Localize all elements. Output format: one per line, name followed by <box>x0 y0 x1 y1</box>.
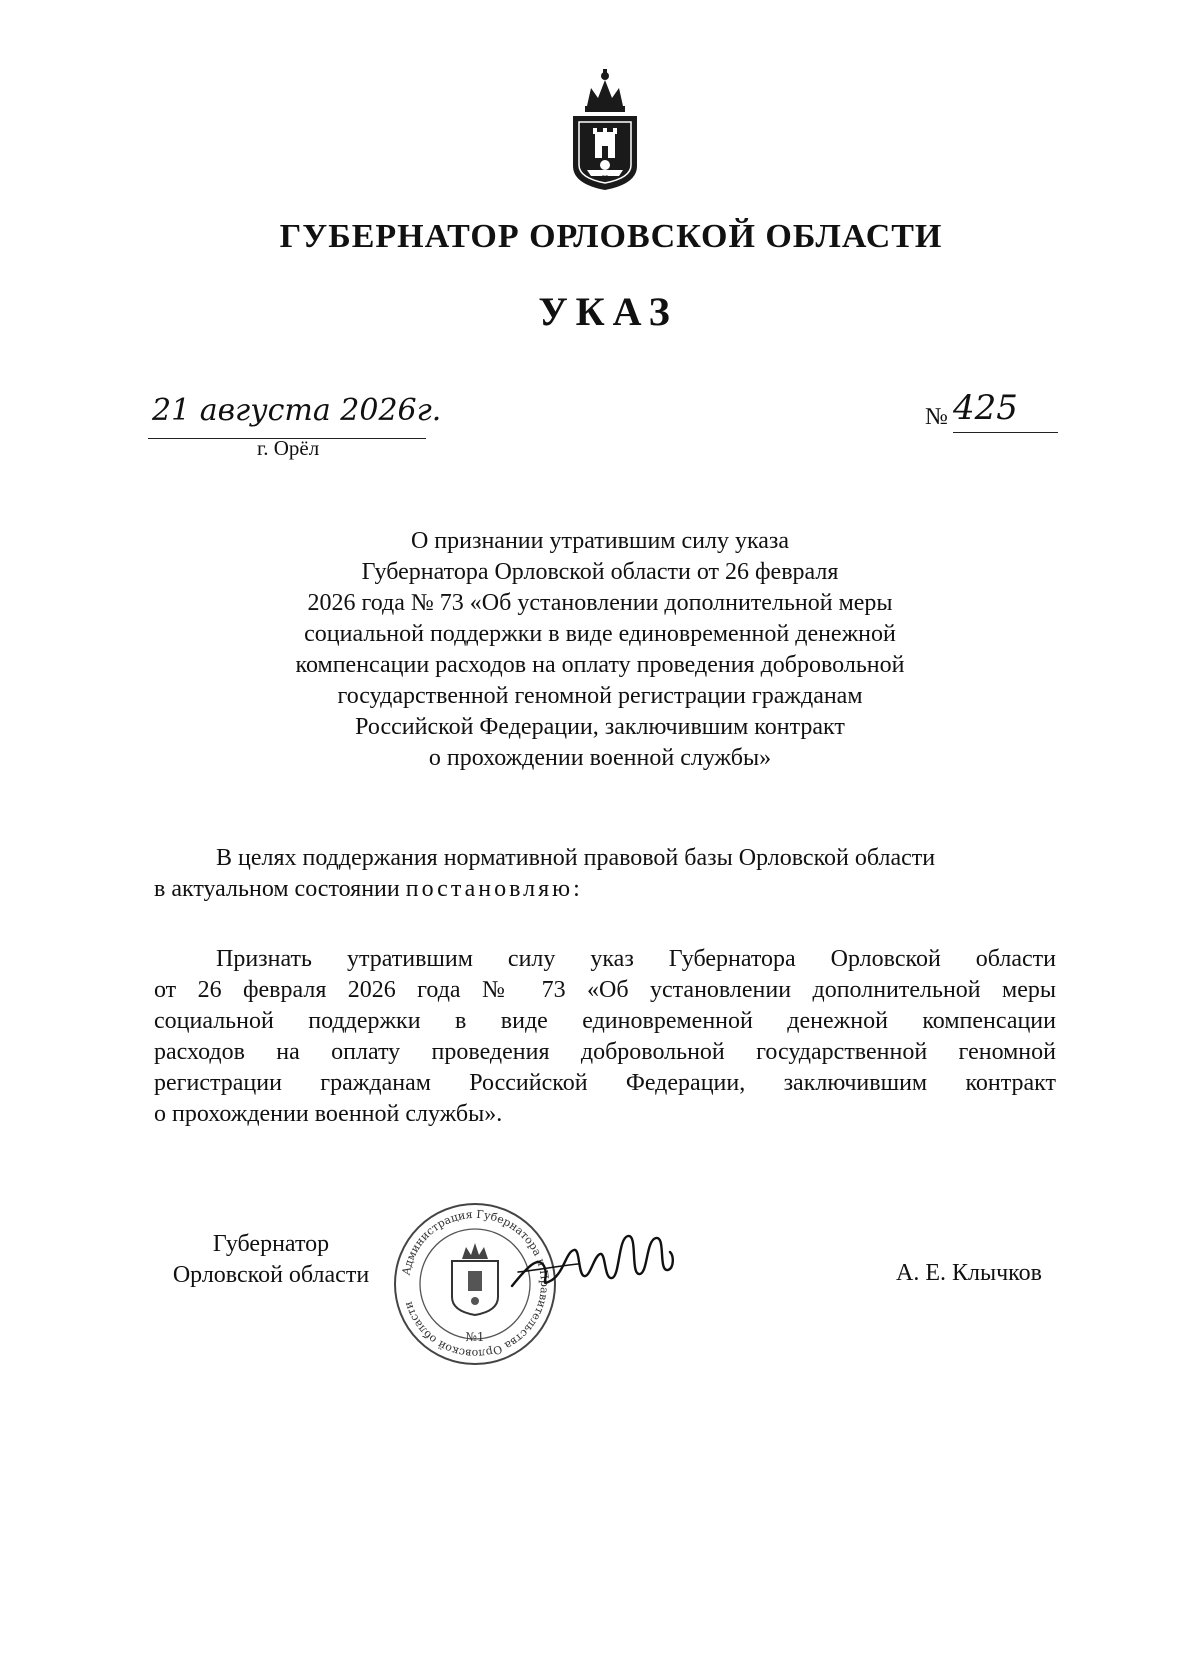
preamble-line <box>154 874 1056 905</box>
title-line: государственной геномной регистрации гражданам <box>337 683 863 709</box>
city: г. Орёл <box>257 436 320 460</box>
title-line: компенсации расходов на оплату проведения добровольной <box>295 652 905 678</box>
title-line: О признании утратившим силу указа <box>410 528 790 554</box>
title-line: Российской Федерации, заключившим контракт <box>355 714 845 740</box>
orel-oblast-coat-of-arms-icon <box>565 66 645 194</box>
operative-paragraph <box>154 944 1056 1130</box>
preamble-line: В целях поддержания нормативной правовой базы Орловской области <box>216 845 936 871</box>
svg-text:93: 93 <box>601 175 609 181</box>
handwritten-signature-icon <box>508 1226 678 1306</box>
seal-ring-text: Администрация Губернатора и Правительства Орловской области <box>399 1207 552 1361</box>
decree-date: 21 августа 2026г. <box>152 393 442 428</box>
number-underline <box>953 432 1058 433</box>
number-sign: № <box>925 404 948 430</box>
preamble-paragraph <box>154 843 1056 905</box>
operative-line: от 26 февраля 2026 года № 73 «Об установлении дополнительной меры <box>154 977 1056 1003</box>
position-line: Губернатор <box>212 1231 330 1257</box>
seal-number: №1 <box>465 1330 485 1344</box>
decree-title <box>230 526 970 774</box>
operative-line: регистрации гражданам Российской Федерации, заключившим контракт <box>154 1070 1056 1096</box>
position-line: Орловской области <box>172 1262 370 1288</box>
signer-position <box>156 1229 386 1291</box>
operative-line: Признать утратившим силу указ Губернатора Орловской области <box>216 946 1056 972</box>
document-type: УКАЗ <box>538 289 678 334</box>
operative-keyword: постановляю: <box>405 876 583 902</box>
title-line: социальной поддержки в виде единовременной денежной <box>304 621 896 647</box>
decree-number: 425 <box>953 388 1018 428</box>
preamble-text: в актуальном состоянии <box>154 876 406 902</box>
signer-name: А. Е. Клычков <box>896 1260 1042 1286</box>
title-line: о прохождении военной службы» <box>428 745 772 771</box>
operative-line: расходов на оплату проведения добровольной государственной геномной <box>154 1039 1056 1065</box>
title-line: Губернатора Орловской области от 26 февраля <box>361 559 839 585</box>
title-line: 2026 года № 73 «Об установлении дополнительной меры <box>307 590 893 616</box>
operative-line: о прохождении военной службы». <box>154 1101 503 1127</box>
operative-line: социальной поддержки в виде единовременной денежной компенсации <box>154 1008 1056 1034</box>
issuing-authority: ГУБЕРНАТОР ОРЛОВСКОЙ ОБЛАСТИ <box>279 218 943 255</box>
